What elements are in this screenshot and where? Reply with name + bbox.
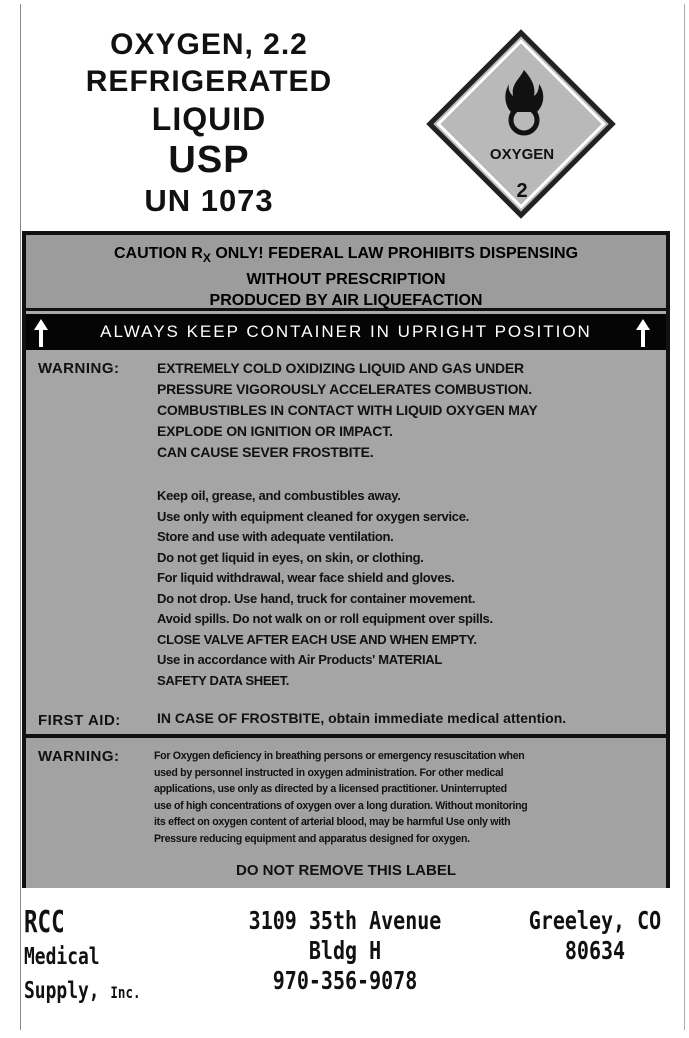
medical-warning-line: applications, use only as directed by a licensed practitioner. Uninterrupted [154, 783, 507, 795]
hazard-diamond [427, 30, 617, 220]
upright-text: ALWAYS KEEP CONTAINER IN UPRIGHT POSITION [100, 322, 592, 341]
company-address [200, 906, 490, 996]
city-state: Greeley, CO [528, 906, 662, 935]
instruction-line: SAFETY DATA SHEET. [157, 672, 290, 688]
instruction-line: Use only with equipment cleaned for oxygen service. [157, 508, 469, 524]
hazard-class-number: 2 [516, 180, 528, 202]
warning-line: EXTREMELY COLD OXIDIZING LIQUID AND GAS UNDER [157, 360, 524, 376]
up-arrow-icon [34, 319, 48, 347]
first-aid-text: IN CASE OF FROSTBITE, obtain immediate medical attention. [157, 710, 567, 726]
caution-section [26, 235, 666, 311]
instruction-line: Avoid spills. Do not walk on or roll equipment over spills. [157, 611, 493, 626]
title-line-3: LIQUID [151, 101, 267, 137]
title-line-1: OXYGEN, 2.2 [110, 28, 308, 61]
title-line-4: USP [168, 139, 250, 181]
rx-subscript: X [202, 251, 211, 266]
un-number: UN 1073 [144, 183, 274, 218]
instruction-line: Keep oil, grease, and combustibles away. [157, 488, 401, 503]
company-line-3: Supply, Inc. [24, 978, 141, 1004]
caution-line-1 [26, 243, 666, 269]
flame-over-circle-icon [501, 68, 547, 136]
do-not-remove-notice: DO NOT REMOVE THIS LABEL [235, 862, 456, 879]
product-title [24, 30, 394, 216]
warning-hazard-text [157, 358, 657, 463]
warning-line: COMBUSTIBLES IN CONTACT WITH LIQUID OXYGEN MAY [157, 402, 538, 418]
medical-warning-section [26, 734, 666, 888]
warning-line: CAN CAUSE SEVER FROSTBITE. [157, 444, 374, 460]
company-name [24, 906, 173, 1010]
zip-code: 80634 [564, 936, 626, 965]
instruction-line: Use in accordance with Air Products' MATERIAL [157, 652, 443, 667]
caution-line-3: PRODUCED BY AIR LIQUEFACTION [209, 292, 483, 310]
caution-prefix: CAUTION $R_X$ [113, 245, 211, 266]
phone-number: 970-356-9078 [272, 966, 418, 995]
address-street: 3109 35th Avenue [248, 906, 442, 935]
instruction-line: Do not get liquid in eyes, on skin, or clothing. [157, 549, 424, 565]
instruction-line: CLOSE VALVE AFTER EACH USE AND WHEN EMPTY. [157, 631, 477, 647]
company-city [500, 906, 689, 966]
company-line-2: Medical [24, 944, 100, 970]
address-building: Bldg H [308, 936, 382, 965]
company-inc: Inc. [110, 983, 141, 1002]
hazard-label: OXYGEN [489, 146, 555, 163]
warning-line: PRESSURE VIGOROUSLY ACCELERATES COMBUSTION. [157, 381, 532, 397]
medical-warning-line: used by personnel instructed in oxygen administration. For other medical [154, 766, 504, 779]
medical-warning-line: its effect on oxygen content of arterial blood, may be harmful Use only with [154, 816, 511, 828]
handling-instructions [157, 486, 657, 691]
caution-line-2: WITHOUT PRESCRIPTION [246, 271, 446, 289]
medical-warning-label: WARNING: [38, 748, 120, 765]
instruction-line: Store and use with adequate ventilation. [157, 529, 394, 544]
title-line-2: REFRIGERATED [85, 65, 333, 98]
warning-line: EXPLODE ON IGNITION OR IMPACT. [157, 423, 393, 439]
medical-warning-line: use of high concentrations of oxygen over a long duration. Without monitoring [154, 799, 528, 812]
up-arrow-icon [636, 319, 650, 347]
medical-warning-line: For Oxygen deficiency in breathing persons or emergency resuscitation when [154, 750, 525, 762]
first-aid-label: FIRST AID: [38, 712, 121, 729]
warning-section [26, 350, 666, 734]
instruction-line: Do not drop. Use hand, truck for container movement. [157, 590, 476, 606]
company-line-1: RCC [24, 905, 65, 940]
upright-banner [26, 314, 666, 350]
medical-warning-text [154, 748, 659, 847]
medical-warning-line: Pressure reducing equipment and apparatus designed for oxygen. [154, 832, 470, 845]
caution-line-1-rest: ONLY! FEDERAL LAW PROHIBITS DISPENSING [210, 245, 579, 262]
warning-panel [22, 231, 670, 888]
warning-label: WARNING: [38, 360, 120, 377]
instruction-line: For liquid withdrawal, wear face shield and gloves. [157, 570, 455, 585]
